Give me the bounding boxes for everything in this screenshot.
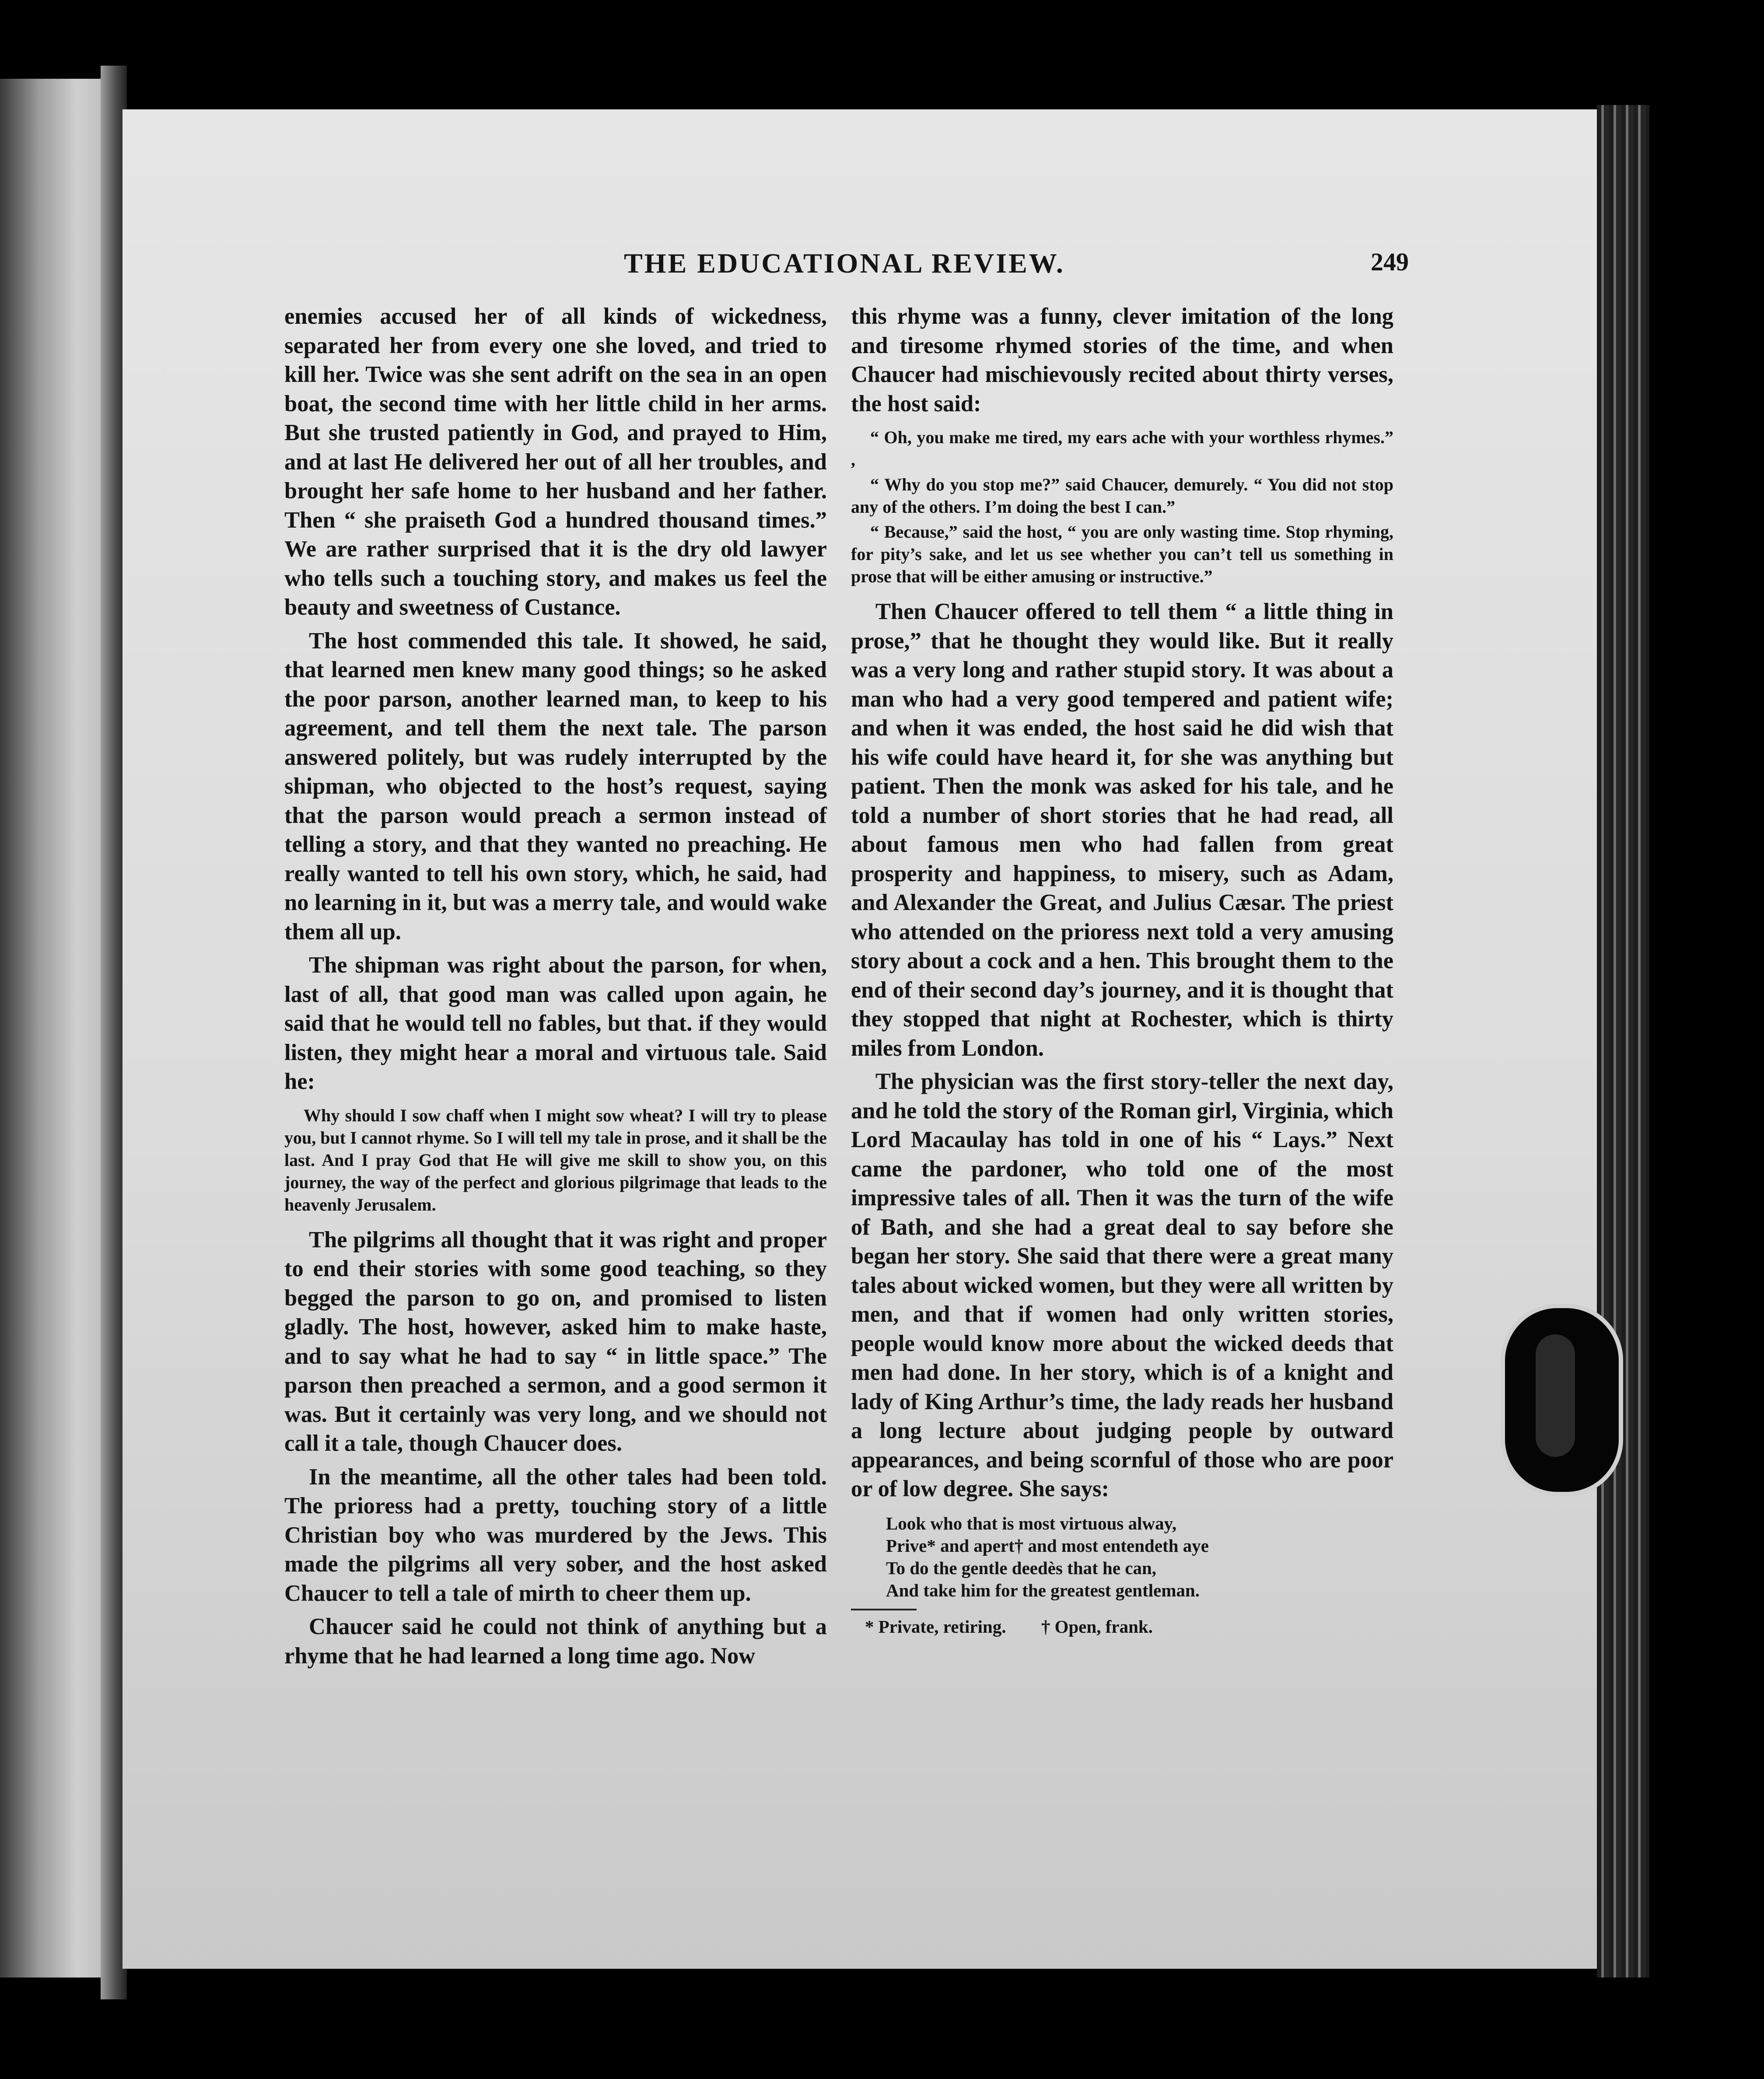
host-dialogue bbox=[851, 426, 1393, 588]
footnote-rule bbox=[851, 1609, 917, 1610]
paragraph: The pilgrims all thought that it was right and proper to end their stories with some good teaching, so they begged the parson to go on, and promised to listen gladly. The host, however, asked him to make haste, and to say what he had to say “ in little space.” The parson then preached a sermon, and a good sermon it was. But it certainly was very long, and we should not call it a tale, though Chaucer does. bbox=[284, 1227, 827, 1456]
paragraph: The host commended this tale. It showed, he said, that learned men knew many good things; so he asked the poor parson, another learned man, to keep to his agreement, and tell them the next tale. The parson answered politely, but was rudely interrupted by the shipman, who objected to the host’s request, saying that the parson would preach a sermon instead of telling a story, and that they wanted no preaching. He really wanted to tell his own story, which, he said, had no learning in it, but was a merry tale, and would wake them all up. bbox=[284, 628, 827, 945]
left-column bbox=[284, 302, 827, 1670]
verse-line: To do the gentle deedès that he can, bbox=[886, 1558, 1157, 1578]
paragraph: In the meantime, all the other tales had been told. The prioress had a pretty, touching story of a little Christian boy who was murdered by the Jews. This made the pilgrims all very sober, and the host asked Chaucer to tell a tale of mirth to cheer them up. bbox=[284, 1464, 827, 1606]
quote-line: “ Why do you stop me?” said Chaucer, demurely. “ You did not stop any of the others. I’m doing the best I can.” bbox=[851, 475, 1393, 517]
verse-line: Prive* and apert† and most entendeth aye bbox=[886, 1535, 1209, 1556]
page-stack-edges bbox=[1597, 105, 1649, 1978]
running-title: THE EDUCATIONAL REVIEW. bbox=[624, 248, 1065, 279]
paragraph: this rhyme was a funny, clever imitation of the long and tiresome rhymed stories of the time, and when Chaucer had mischievously recited about thirty verses, the host said: bbox=[851, 304, 1393, 416]
paragraph: Then Chaucer offered to tell them “ a little thing in prose,” that he thought they would like. But it really was a very long and rather stupid story. It was about a man who had a very good tempered and patient wife; and when it was ended, the host said he did wish that his wife could have heard it, for she was anything but patient. Then the monk was asked for his tale, and he told a number of short stories that he had read, all about famous men who had fallen from great prosperity and happiness, to misery, such as Adam, and Alexander the Great, and Julius Cæsar. The priest who attended on the prioress next told a very amusing story about a cock and a hen. This brought them to the end of their second day’s journey, and it is thought that they stopped that night at Rochester, which is thirty miles from London. bbox=[851, 599, 1393, 1061]
page-header bbox=[284, 247, 1409, 287]
paragraph: The shipman was right about the parson, for when, last of all, that good man was called upon again, he said that he would tell no fables, but that. if they would listen, they might hear a moral and virtuous tale. Said he: bbox=[284, 952, 827, 1094]
quote-line: “ Oh, you make me tired, my ears ache with your worthless rhymes.” , bbox=[851, 427, 1393, 469]
paragraph: enemies accused her of all kinds of wickedness, separated her from every one she loved, and tried to kill her. Twice was she sent adrift on the sea in an open boat, the second time with her little child in her arms. But she trusted patiently in God, and prayed to Him, and at last He delivered her out of all her troubles, and brought her safe home to her husband and her father. Then “ she praiseth God a hundred thousand times.” We are rather surprised that it is the dry old lawyer who tells such a touching story, and makes us feel the beauty and sweetness of Custance. bbox=[284, 304, 827, 620]
verse-block bbox=[851, 1512, 1393, 1602]
facing-page-edge bbox=[0, 79, 109, 1978]
binder-clip bbox=[1501, 1304, 1623, 1496]
paragraph: Chaucer said he could not think of anything but a rhyme that he had learned a long time ago. Now bbox=[284, 1614, 827, 1669]
right-column bbox=[851, 302, 1393, 1638]
verse-line: Look who that is most virtuous alway, bbox=[886, 1513, 1177, 1533]
paragraph: The physician was the first story-teller the next day, and he told the story of the Roman girl, Virginia, which Lord Macaulay has told in one of his “ Lays.” Next came the pardoner, who told one of the most impressive tales of all. Then it was the turn of the wife of Bath, and she had a great deal to say before she began her story. She said that there were a great many tales about wicked women, but they were all written by men, and that if women had only written stories, people would know more about the wicked deeds that men had done. In her story, which is of a knight and lady of King Arthur’s time, the lady reads her husband a long lecture about judging people by outward appearances, and being scornful of those who are poor or of low degree. She says: bbox=[851, 1069, 1393, 1502]
parson-quote bbox=[284, 1104, 827, 1216]
page-number: 249 bbox=[1371, 248, 1409, 276]
footnote: * Private, retiring. bbox=[865, 1616, 1006, 1637]
verse-line: And take him for the greatest gentleman. bbox=[886, 1580, 1200, 1600]
quote-text: Why should I sow chaff when I might sow wheat? I will try to please you, but I cannot rhyme. So I will tell my tale in prose, and it shall be the last. And I pray God that He will give me skill to show you, on this journey, the way of the perfect and glorious pilgrimage that leads to the heavenly Jerusalem. bbox=[284, 1105, 827, 1214]
footnote: † Open, frank. bbox=[1041, 1616, 1153, 1637]
footnotes bbox=[851, 1616, 1393, 1638]
quote-line: “ Because,” said the host, “ you are only wasting time. Stop rhyming, for pity’s sake, and let us see whether you can’t tell us something in prose that will be either amusing or instructive.” bbox=[851, 522, 1393, 586]
